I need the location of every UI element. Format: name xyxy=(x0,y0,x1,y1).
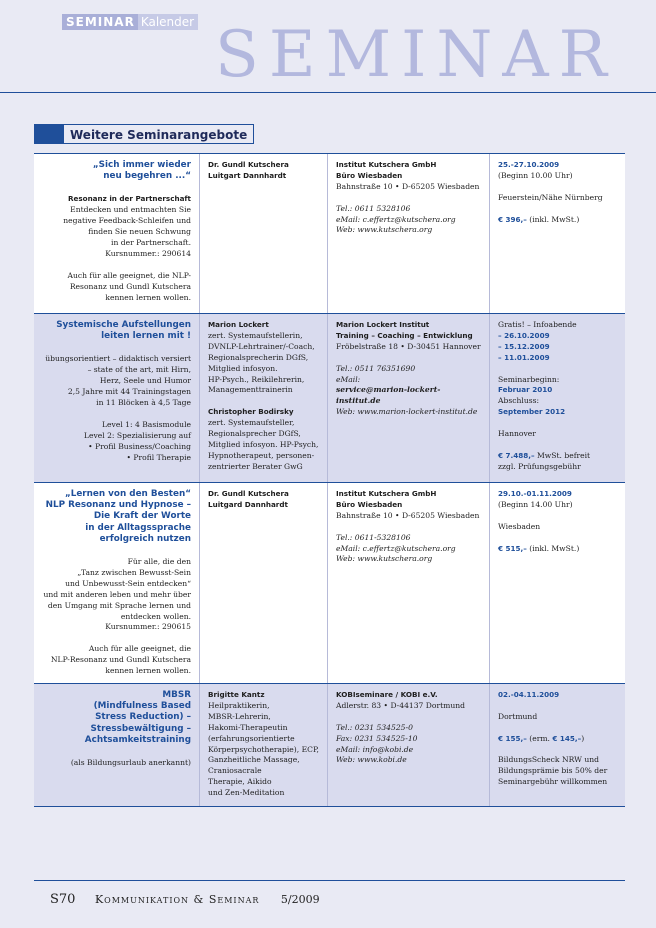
seminar-title-cell xyxy=(34,154,199,313)
end-date: September 2012 xyxy=(498,407,566,417)
seminar-place: Dortmund xyxy=(498,711,538,721)
title-line: Die Kraft der Worte xyxy=(93,511,191,522)
contact-cell xyxy=(327,314,489,482)
email-label: eMail: xyxy=(336,374,361,384)
org-address: Adlerstr. 83 • D-44137 Dortmund xyxy=(336,700,465,710)
funding-note: Seminargebühr willkommen xyxy=(498,777,608,787)
date-cell xyxy=(489,483,625,683)
trainer-info: Hakomi-Therapeutin xyxy=(208,722,288,732)
desc-line: und mit anderen leben und mehr über xyxy=(43,589,191,599)
price-value: € 396,– xyxy=(498,214,527,224)
seminar-description xyxy=(38,354,191,463)
brand-logo xyxy=(62,14,198,30)
title-line: „Lernen von den Besten“ xyxy=(64,489,191,499)
trainer-info: HP-Psych., Reikilehrerin, xyxy=(208,374,305,384)
seminar-row xyxy=(34,483,625,684)
desc-line: Auch für alle geeignet, die NLP- xyxy=(67,270,191,280)
org-name: Institut Kutschera GmbH xyxy=(336,160,437,169)
web-link[interactable]: Web: www.kobi.de xyxy=(336,755,407,765)
issue-number: 5/2009 xyxy=(280,893,320,906)
desc-line: Resonanz und Gundl Kutschera xyxy=(69,281,191,291)
desc-line: Kursnummer.: 290615 xyxy=(105,622,191,632)
email-link[interactable]: eMail: c.effertz@kutschera.org xyxy=(336,214,456,224)
title-line: Stressbewältigung – xyxy=(90,723,191,734)
desc-line: kennen lernen wollen. xyxy=(105,292,191,302)
trainer-info: zert. Systemaufsteller, xyxy=(208,418,295,428)
trainer-info: Mitglied infosyon. HP-Psych, xyxy=(208,439,319,449)
trainer-info: Regionalsprecher DGfS, xyxy=(208,429,301,439)
org-name: Institut Kutschera GmbH xyxy=(336,489,437,498)
desc-line: Kursnummer.: 290614 xyxy=(105,248,191,258)
trainer-info: Körperpsychotherapie), ECP, xyxy=(208,744,319,754)
title-line: Stress Reduction) – xyxy=(95,712,191,723)
contact-cell xyxy=(327,684,489,806)
end-label: Abschluss: xyxy=(498,396,540,406)
desc-line: Level 2: Spezialisierung auf xyxy=(83,430,191,440)
title-line: erfolgreich nutzen xyxy=(99,533,191,544)
price-value: € 155,– xyxy=(498,733,527,743)
phone: Tel.: 0611-5328106 xyxy=(336,532,411,542)
trainer-info: Therapie, Aikido xyxy=(208,777,272,787)
seminar-row xyxy=(34,684,625,807)
title-line: in der Alltagssprache xyxy=(85,522,191,533)
seminar-title xyxy=(38,690,191,746)
info-date: – 11.01.2009 xyxy=(498,352,550,362)
desc-line: in 11 Blöcken à 4,5 Tage xyxy=(96,398,191,408)
section-marker xyxy=(34,124,64,144)
date-cell xyxy=(489,154,625,313)
org-name: Marion Lockert Institut xyxy=(336,320,430,329)
trainer-info: Heilpraktikerin, xyxy=(208,700,270,710)
title-line: (Mindfulness Based xyxy=(93,701,191,712)
trainer-info: Craniosacrale xyxy=(208,766,262,776)
seminar-place: Feuerstein/Nähe Nürnberg xyxy=(498,192,603,202)
trainer-name: Christopher Bodirsky xyxy=(208,407,294,417)
seminar-price xyxy=(498,215,617,226)
desc-line: „Tanz zwischen Bewusst-Sein xyxy=(77,567,191,577)
phone: Tel.: 0231 534525-0 xyxy=(336,722,413,732)
section-header xyxy=(34,124,254,144)
info-date: – 15.12.2009 xyxy=(498,341,550,351)
magazine-name: Kommunikation & Seminar xyxy=(94,893,260,906)
seminar-description xyxy=(38,557,191,677)
price-note: ) xyxy=(581,733,585,743)
trainer-info: MBSR-Lehrerin, xyxy=(208,711,271,721)
desc-line: in der Partnerschaft. xyxy=(111,238,191,248)
fax: Fax: 0231 534525-10 xyxy=(336,733,418,743)
seminar-time: (Beginn 10.00 Uhr) xyxy=(498,170,573,180)
brand-kalender: Kalender xyxy=(138,14,198,30)
title-line: MBSR xyxy=(162,690,191,700)
seminar-title xyxy=(38,320,191,342)
org-address: Fröbelstraße 18 • D-30451 Hannover xyxy=(336,341,481,351)
trainer-info: Regionalsprecherin DGfS, xyxy=(208,352,309,362)
price-value: € 515,– xyxy=(498,543,527,553)
desc-line: Herz, Seele und Humor xyxy=(99,376,191,386)
title-line: neu begehren ...“ xyxy=(103,171,191,182)
seminar-price xyxy=(498,544,617,555)
seminar-price xyxy=(498,451,617,462)
web-link[interactable]: Web: www.kutschera.org xyxy=(336,554,433,564)
title-line: Achtsamkeitstraining xyxy=(84,734,191,745)
desc-line: (als Bildungsurlaub anerkannt) xyxy=(70,758,191,768)
trainer-name: Luitgart Dannhardt xyxy=(208,170,287,180)
title-line: NLP Resonanz und Hypnose – xyxy=(45,500,191,511)
org-name: Training – Coaching – Entwicklung xyxy=(336,330,473,340)
desc-line: negative Feedback-Schleifen und xyxy=(63,216,191,226)
seminar-table xyxy=(34,153,625,807)
trainer-info: Managementtrainerin xyxy=(208,385,293,395)
brand-seminar: SEMINAR xyxy=(62,14,138,30)
date-cell xyxy=(489,314,625,482)
desc-line: entdecken wollen. xyxy=(120,611,191,621)
price-note: zzgl. Prüfungsgebühr xyxy=(498,461,581,471)
desc-line: • Profil Business/Coaching xyxy=(88,441,191,451)
trainer-cell xyxy=(199,154,327,313)
web-link[interactable]: Web: www.kutschera.org xyxy=(336,225,433,235)
seminar-date: 29.10.-01.11.2009 xyxy=(498,489,572,498)
org-address: Bahnstraße 10 • D-65205 Wiesbaden xyxy=(336,510,480,520)
contact-cell xyxy=(327,154,489,313)
seminar-price xyxy=(498,734,617,745)
phone: Tel.: 0511 76351690 xyxy=(336,363,416,373)
trainer-name: Marion Lockert xyxy=(208,320,269,329)
price-note: (erm. xyxy=(526,733,553,743)
price-note: MwSt. befreit xyxy=(534,450,591,460)
page-footer xyxy=(50,892,320,907)
info-title: Gratis! – Infoabende xyxy=(498,320,577,329)
price-value-reduced: € 145,– xyxy=(552,733,582,743)
seminar-place: Wiesbaden xyxy=(498,521,541,531)
email-link[interactable]: eMail: c.effertz@kutschera.org xyxy=(336,543,456,553)
seminar-time: (Beginn 14.00 Uhr) xyxy=(498,499,573,509)
desc-line: 2,5 Jahre mit 44 Trainingstagen xyxy=(67,387,191,397)
seminar-title-cell xyxy=(34,314,199,482)
seminar-row xyxy=(34,314,625,483)
trainer-info: Ganzheitliche Massage, xyxy=(208,755,300,765)
price-note: (inkl. MwSt.) xyxy=(526,543,580,553)
header-rule xyxy=(0,92,656,93)
seminar-title-cell xyxy=(34,483,199,683)
trainer-info: Mitglied infosyon. xyxy=(208,363,278,373)
email-link[interactable]: service@marion-lockert-institut.de xyxy=(336,385,441,406)
funding-note: Bildungsprämie bis 50% der xyxy=(498,766,608,776)
section-title: Weitere Seminarangebote xyxy=(64,124,254,144)
org-address: Bahnstraße 10 • D-65205 Wiesbaden xyxy=(336,181,480,191)
desc-line: den Umgang mit Sprache lernen und xyxy=(47,600,191,610)
trainer-name: Dr. Gundl Kutschera xyxy=(208,489,289,498)
desc-line: – state of the art, mit Hirn, xyxy=(87,365,191,375)
trainer-info: zentrierter Berater GwG xyxy=(208,461,303,471)
phone: Tel.: 0611 5328106 xyxy=(336,203,411,213)
page-title: SEMINAR xyxy=(215,18,617,92)
desc-line: übungsorientiert – didaktisch versiert xyxy=(45,354,191,364)
seminar-description xyxy=(38,205,191,303)
desc-line: Auch für alle geeignet, die xyxy=(88,644,191,654)
start-date: Februar 2010 xyxy=(498,385,553,395)
seminar-title xyxy=(38,489,191,545)
title-line: Systemische Aufstellungen xyxy=(56,320,191,330)
trainer-name: Brigitte Kantz xyxy=(208,690,265,699)
price-value: € 7.488,– xyxy=(498,450,535,460)
funding-note: BildungsScheck NRW und xyxy=(498,755,600,765)
trainer-cell xyxy=(199,483,327,683)
title-line: „Sich immer wieder xyxy=(92,160,191,170)
seminar-subtitle: Resonanz in der Partnerschaft xyxy=(67,194,191,204)
org-name: Büro Wiesbaden xyxy=(336,170,403,180)
seminar-row xyxy=(34,154,625,314)
desc-line: und Unbewusst-Sein entdecken“ xyxy=(65,578,191,588)
trainer-name: Dr. Gundl Kutschera xyxy=(208,160,289,169)
seminar-title-cell xyxy=(34,684,199,806)
date-cell xyxy=(489,684,625,806)
trainer-info: Hypnotherapeut, personen- xyxy=(208,450,315,460)
footer-rule xyxy=(34,880,625,881)
desc-line: Entdecken und entmachten Sie xyxy=(70,205,191,215)
page-number: S70 xyxy=(50,892,76,907)
seminar-title xyxy=(38,160,191,182)
title-line: leiten lernen mit ! xyxy=(101,331,191,342)
trainer-info: DVNLP-Lehrtrainer/-Coach, xyxy=(208,341,315,351)
start-label: Seminarbeginn: xyxy=(498,374,560,384)
org-name: KOBIseminare / KOBI e.V. xyxy=(336,690,438,699)
desc-line: finden Sie neuen Schwung xyxy=(88,227,191,237)
contact-cell xyxy=(327,483,489,683)
info-date: – 26.10.2009 xyxy=(498,330,550,340)
trainer-info: zert. Systemaufstellerin, xyxy=(208,330,303,340)
web-link[interactable]: Web: www.marion-lockert-institut.de xyxy=(336,407,478,417)
trainer-cell xyxy=(199,314,327,482)
seminar-place: Hannover xyxy=(498,429,536,439)
desc-line: • Profil Therapie xyxy=(126,452,191,462)
trainer-info: und Zen-Meditation xyxy=(208,788,285,798)
desc-line: kennen lernen wollen. xyxy=(105,666,191,676)
desc-line: NLP-Resonanz und Gundl Kutschera xyxy=(50,655,191,665)
org-name: Büro Wiesbaden xyxy=(336,499,403,509)
email-link[interactable]: eMail: info@kobi.de xyxy=(336,744,414,754)
seminar-date: 02.-04.11.2009 xyxy=(498,690,560,699)
price-note: (inkl. MwSt.) xyxy=(526,214,580,224)
desc-line: Für alle, die den xyxy=(127,557,191,567)
trainer-name: Luitgard Dannhardt xyxy=(208,499,288,509)
seminar-date: 25.-27.10.2009 xyxy=(498,160,560,169)
desc-line: Level 1: 4 Basismodule xyxy=(102,419,191,429)
trainer-info: (erfahrungsorientierte xyxy=(208,733,295,743)
trainer-cell xyxy=(199,684,327,806)
